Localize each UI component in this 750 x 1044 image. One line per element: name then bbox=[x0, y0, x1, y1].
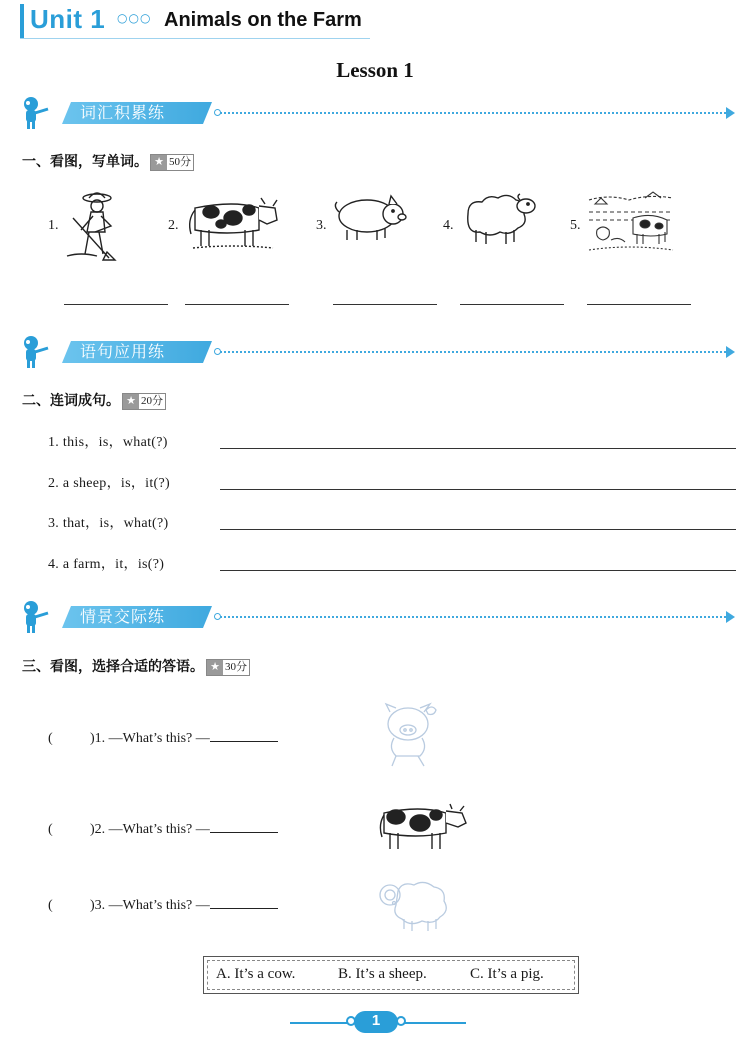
score-badge bbox=[150, 154, 194, 171]
sentence-answer-line-2[interactable] bbox=[220, 489, 736, 490]
picture-number: 3. bbox=[316, 218, 327, 233]
mascot-icon bbox=[18, 600, 68, 634]
farm-icon bbox=[585, 190, 677, 256]
pig-icon bbox=[378, 702, 442, 770]
sentence-answer-line-1[interactable] bbox=[220, 448, 736, 449]
answer-paren[interactable]: ( bbox=[48, 898, 53, 913]
question-text: )1. —What’s this? — bbox=[90, 731, 210, 746]
question-text: )3. —What’s this? — bbox=[90, 898, 210, 913]
section-banner-sentence bbox=[18, 335, 738, 371]
unit-accent-bar bbox=[20, 4, 24, 38]
part2-heading-text: 二、连词成句。 bbox=[22, 393, 120, 409]
picture-number: 4. bbox=[443, 218, 454, 233]
sentence-answer-line-4[interactable] bbox=[220, 570, 736, 571]
mascot-icon bbox=[18, 335, 68, 369]
question-3 bbox=[48, 895, 278, 914]
section-banner-vocab bbox=[18, 96, 738, 132]
unit-label: Unit 1 bbox=[30, 4, 106, 34]
unit-dots: ○○○ bbox=[117, 11, 152, 25]
question-2 bbox=[48, 819, 278, 838]
answer-blank[interactable] bbox=[210, 728, 278, 742]
score-badge bbox=[206, 659, 250, 676]
banner-title: 词汇积累练 bbox=[80, 103, 166, 122]
star-icon: ★ bbox=[151, 155, 167, 170]
part1-heading bbox=[22, 151, 194, 171]
banner-dotted-line bbox=[220, 351, 726, 353]
footer-rule-left bbox=[290, 1022, 348, 1024]
sentence-prompt-1: 1. this，is，what(?) bbox=[48, 435, 168, 450]
pig-icon bbox=[331, 190, 411, 246]
answer-line-2[interactable] bbox=[185, 304, 289, 305]
answer-blank[interactable] bbox=[210, 819, 278, 833]
banner-title: 语句应用练 bbox=[80, 342, 166, 361]
page-number: 1 bbox=[371, 1012, 381, 1029]
picture-number: 1. bbox=[48, 218, 59, 233]
lesson-title: Lesson 1 bbox=[336, 58, 414, 82]
section-banner-scene bbox=[18, 600, 738, 636]
answer-line-3[interactable] bbox=[333, 304, 437, 305]
score-points: 20分 bbox=[141, 394, 163, 407]
answer-paren[interactable]: ( bbox=[48, 822, 53, 837]
cow-icon bbox=[183, 190, 283, 252]
score-badge bbox=[122, 393, 166, 410]
footer-rule-right bbox=[404, 1022, 466, 1024]
cow-icon bbox=[378, 803, 470, 853]
star-icon: ★ bbox=[123, 394, 139, 409]
part3-heading-text: 三、看图，选择合适的答语。 bbox=[22, 659, 204, 675]
answer-choices-box bbox=[203, 956, 579, 994]
score-points: 50分 bbox=[169, 155, 191, 168]
sentence-prompt-4: 4. a farm，it，is(?) bbox=[48, 557, 165, 572]
arrow-right-icon bbox=[726, 107, 735, 119]
answer-line-1[interactable] bbox=[64, 304, 168, 305]
answer-paren[interactable]: ( bbox=[48, 731, 53, 746]
score-points: 30分 bbox=[225, 660, 247, 673]
arrow-right-icon bbox=[726, 611, 735, 623]
answer-line-4[interactable] bbox=[460, 304, 564, 305]
star-icon: ★ bbox=[207, 660, 223, 675]
question-text: )2. —What’s this? — bbox=[90, 822, 210, 837]
banner-title: 情景交际练 bbox=[80, 607, 166, 626]
banner-dotted-line bbox=[220, 112, 726, 114]
banner-dotted-line bbox=[220, 616, 726, 618]
mascot-icon bbox=[18, 96, 68, 130]
choice-a: A. It’s a cow. bbox=[216, 966, 296, 982]
picture-number: 2. bbox=[168, 218, 179, 233]
sheep-icon bbox=[376, 877, 452, 931]
part2-heading bbox=[22, 390, 166, 410]
sentence-answer-line-3[interactable] bbox=[220, 529, 736, 530]
answer-blank[interactable] bbox=[210, 895, 278, 909]
question-1 bbox=[48, 728, 278, 747]
part3-heading bbox=[22, 656, 250, 676]
choice-b: B. It’s a sheep. bbox=[338, 966, 427, 982]
page-number-badge bbox=[346, 1010, 406, 1034]
picture-number: 5. bbox=[570, 218, 581, 233]
farmer-icon bbox=[63, 190, 125, 262]
header-divider bbox=[20, 38, 370, 39]
choice-c: C. It’s a pig. bbox=[470, 966, 544, 982]
answer-line-5[interactable] bbox=[587, 304, 691, 305]
sheep-icon bbox=[458, 190, 540, 246]
arrow-right-icon bbox=[726, 346, 735, 358]
part1-heading-text: 一、看图，写单词。 bbox=[22, 154, 148, 170]
unit-title: Animals on the Farm bbox=[164, 9, 362, 31]
sentence-prompt-3: 3. that，is，what(?) bbox=[48, 516, 169, 531]
sentence-prompt-2: 2. a sheep，is，it(?) bbox=[48, 476, 170, 491]
